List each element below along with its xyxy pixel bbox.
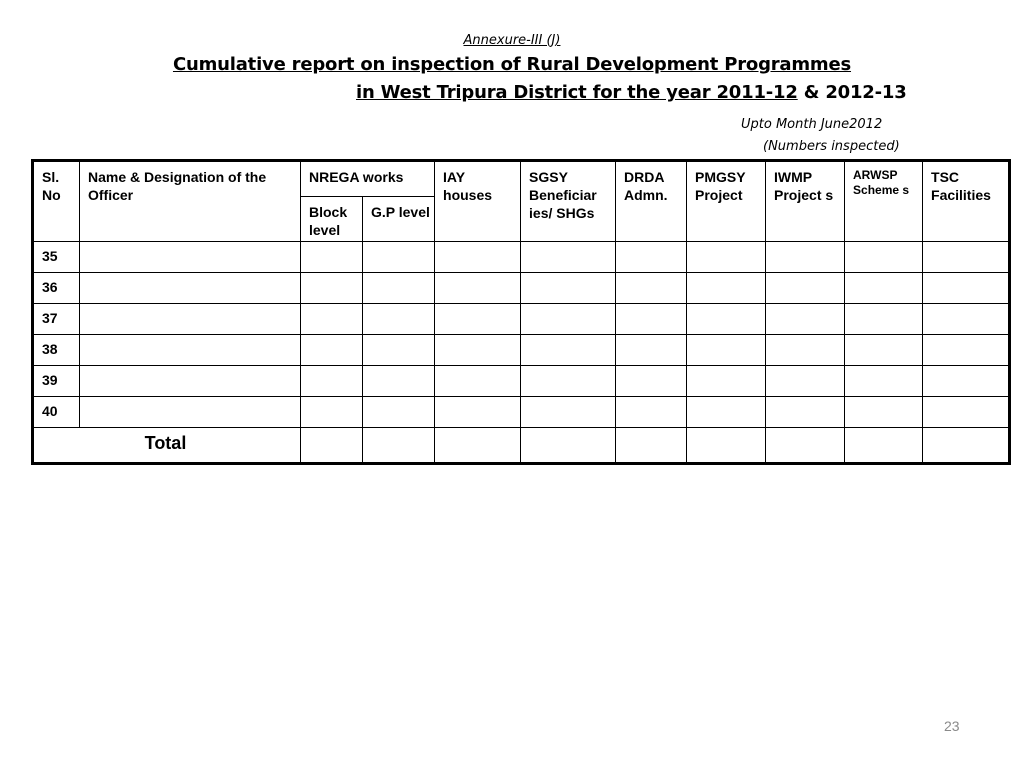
table-cell <box>616 428 687 464</box>
table-cell <box>845 397 923 428</box>
table-cell <box>766 242 845 273</box>
header-sl-no: Sl. No <box>33 161 80 242</box>
table-cell <box>845 366 923 397</box>
header-name-designation: Name & Designation of the Officer <box>80 161 301 242</box>
header-nrega-works: NREGA works <box>301 161 435 197</box>
table-cell <box>687 242 766 273</box>
table-cell <box>363 428 435 464</box>
table-row <box>33 366 1010 397</box>
title-line2-rest: & 2012-13 <box>797 82 907 103</box>
table-cell <box>521 397 616 428</box>
table-cell <box>687 397 766 428</box>
table-cell <box>616 335 687 366</box>
table-cell <box>845 242 923 273</box>
table-cell <box>435 273 521 304</box>
table-cell <box>521 335 616 366</box>
table-cell <box>363 304 435 335</box>
table-cell <box>616 397 687 428</box>
table-cell <box>363 366 435 397</box>
table-cell <box>616 273 687 304</box>
table-cell <box>616 366 687 397</box>
numbers-inspected-label: (Numbers inspected) <box>763 139 900 154</box>
table-cell <box>80 397 301 428</box>
header-sgsy: SGSY Beneficiar ies/ SHGs <box>521 161 616 242</box>
table-cell <box>687 428 766 464</box>
table-cell <box>301 428 363 464</box>
header-iwmp: IWMP Project s <box>766 161 845 242</box>
table-cell <box>521 273 616 304</box>
header-tsc: TSC Facilities <box>923 161 1010 242</box>
report-title-line1: Cumulative report on inspection of Rural Development Programmes <box>172 54 852 75</box>
table-cell <box>363 335 435 366</box>
table-cell <box>923 242 1010 273</box>
table-cell <box>766 273 845 304</box>
table-cell <box>80 366 301 397</box>
table-cell <box>923 304 1010 335</box>
table-cell <box>687 366 766 397</box>
table-cell <box>301 242 363 273</box>
table-header-row <box>33 161 1010 197</box>
table-cell <box>766 428 845 464</box>
table-row <box>33 397 1010 428</box>
table-cell <box>616 242 687 273</box>
total-label: Total <box>33 428 301 464</box>
report-title-line2 <box>356 82 907 103</box>
header-drda: DRDA Admn. <box>616 161 687 242</box>
table-body <box>33 242 1010 428</box>
total-row <box>33 428 1010 464</box>
table-cell <box>923 335 1010 366</box>
table-cell <box>845 428 923 464</box>
table-cell <box>435 335 521 366</box>
upto-month-label: Upto Month June2012 <box>741 117 883 132</box>
table-cell <box>363 273 435 304</box>
table-cell <box>301 304 363 335</box>
table-row <box>33 304 1010 335</box>
table-cell <box>521 304 616 335</box>
table-cell <box>80 242 301 273</box>
row-sl-no: 38 <box>33 335 80 366</box>
table-cell <box>845 273 923 304</box>
table-cell <box>766 366 845 397</box>
table-cell <box>845 304 923 335</box>
table-cell <box>766 335 845 366</box>
table-cell <box>923 366 1010 397</box>
table-cell <box>363 397 435 428</box>
table-cell <box>923 397 1010 428</box>
table-cell <box>521 366 616 397</box>
table-cell <box>301 397 363 428</box>
row-sl-no: 37 <box>33 304 80 335</box>
table-cell <box>80 273 301 304</box>
table-cell <box>301 366 363 397</box>
table-cell <box>301 273 363 304</box>
page-number: 23 <box>944 718 960 734</box>
title-line2-underlined: in West Tripura District for the year 2011-12 <box>356 82 798 103</box>
row-sl-no: 40 <box>33 397 80 428</box>
header-block-level: Block level <box>301 197 363 242</box>
table-cell <box>301 335 363 366</box>
table-cell <box>687 304 766 335</box>
table-cell <box>687 335 766 366</box>
table-cell <box>435 304 521 335</box>
header-arwsp: ARWSP Scheme s <box>845 161 923 242</box>
table-cell <box>435 428 521 464</box>
table-cell <box>616 304 687 335</box>
table-cell <box>766 304 845 335</box>
table-row <box>33 242 1010 273</box>
header-pmgsy: PMGSY Project <box>687 161 766 242</box>
table-row <box>33 273 1010 304</box>
table-cell <box>845 335 923 366</box>
table-cell <box>766 397 845 428</box>
row-sl-no: 36 <box>33 273 80 304</box>
table-cell <box>435 366 521 397</box>
header-gp-level: G.P level <box>363 197 435 242</box>
row-sl-no: 35 <box>33 242 80 273</box>
table-cell <box>923 273 1010 304</box>
table-cell <box>435 397 521 428</box>
inspection-report-table <box>31 159 1011 465</box>
table-cell <box>923 428 1010 464</box>
table-cell <box>80 335 301 366</box>
table-cell <box>521 242 616 273</box>
row-sl-no: 39 <box>33 366 80 397</box>
annexure-label: Annexure-III (J) <box>463 33 561 48</box>
table-cell <box>363 242 435 273</box>
table-cell <box>687 273 766 304</box>
table-cell <box>521 428 616 464</box>
table-cell <box>435 242 521 273</box>
header-iay-houses: IAY houses <box>435 161 521 242</box>
table-row <box>33 335 1010 366</box>
table-cell <box>80 304 301 335</box>
